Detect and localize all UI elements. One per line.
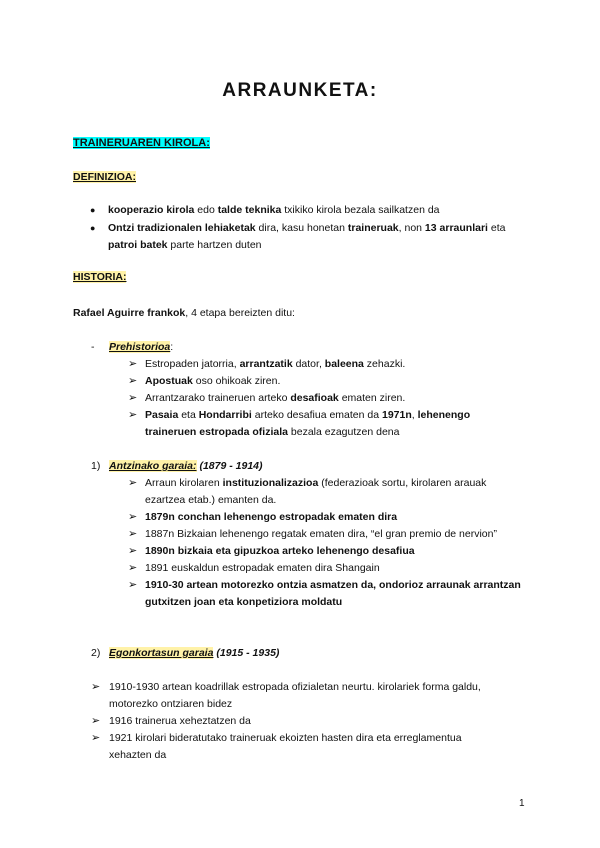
list-item: 1891 euskaldun estropadak ematen dira Shangain [145, 562, 380, 574]
historia-heading: HISTORIA: [73, 271, 127, 283]
list-item: Arraun kirolaren instituzionalizazioa (federazioak sortu, kirolaren arauak [145, 477, 487, 489]
dash-marker: - [91, 341, 95, 353]
list-item: Apostuak oso ohikoak ziren. [145, 375, 281, 387]
list-item: Ontzi tradizionalen lehiaketak dira, kasu honetan traineruak, non 13 arraunlari eta [108, 222, 506, 234]
list-item-continuation: patroi batek parte hartzen duten [108, 239, 262, 251]
arrow-icon: ➢ [128, 358, 138, 370]
arrow-icon: ➢ [128, 375, 138, 387]
period-number: 2) [91, 647, 101, 659]
list-item: 1890n bizkaia eta gipuzkoa arteko lehenengo desafiua [145, 545, 415, 557]
list-item: 1910-30 artean motorezko ontzia asmatzen da, ondorioz arraunak arrantzan [145, 579, 521, 591]
list-item: 1916 trainerua xeheztatzen da [109, 715, 251, 727]
arrow-icon: ➢ [128, 545, 138, 557]
arrow-icon: ➢ [128, 579, 138, 591]
arrow-icon: ➢ [128, 409, 138, 421]
list-item-continuation: xehazten da [109, 749, 167, 761]
list-item-continuation: gutxitzen joan eta konpetiziora moldatu [145, 596, 343, 608]
arrow-icon: ➢ [91, 732, 101, 744]
section-heading: TRAINERUAREN KIROLA: [73, 137, 210, 149]
list-item-continuation: ezartzea etab.) emanten da. [145, 494, 277, 506]
arrow-icon: ➢ [128, 562, 138, 574]
list-item: 1879n conchan lehenengo estropadak ematen dira [145, 511, 398, 523]
arrow-icon: ➢ [128, 477, 138, 489]
list-item: kooperazio kirola edo talde teknika txikiko kirola bezala sailkatzen da [108, 204, 440, 216]
list-item: 1887n Bizkaian lehenengo regatak ematen dira, “el gran premio de nervion” [145, 528, 497, 540]
list-item: Arrantzarako traineruen arteko desafioak ematen ziren. [145, 392, 406, 404]
list-item-continuation: motorezko ontziaren bidez [109, 698, 233, 710]
historia-intro: Rafael Aguirre frankok, 4 etapa bereizten ditu: [73, 307, 295, 319]
page-number: 1 [519, 798, 525, 809]
period1-heading: Antzinako garaia: (1879 - 1914) [109, 460, 263, 472]
list-item: Estropaden jatorria, arrantzatik dator, baleena zehazki. [145, 358, 406, 370]
arrow-icon: ➢ [91, 681, 101, 693]
list-item: 1921 kirolari bideratutako traineruak ekoizten hasten dira eta erreglamentua [109, 732, 462, 744]
arrow-icon: ➢ [128, 392, 138, 404]
arrow-icon: ➢ [128, 511, 138, 523]
page-title: ARRAUNKETA: [222, 80, 378, 101]
period-number: 1) [91, 460, 101, 472]
arrow-icon: ➢ [91, 715, 101, 727]
prehistorioa-heading: Prehistorioa: [109, 341, 174, 353]
list-item: 1910-1930 artean koadrillak estropada ofizialetan neurtu. kirolariek forma galdu, [109, 681, 481, 693]
list-item: Pasaia eta Hondarribi arteko desafiua ematen da 1971n, lehenengo [145, 409, 471, 421]
bullet-icon: ● [90, 223, 96, 233]
list-item-continuation: traineruen estropada ofiziala bezala ezagutzen dena [145, 426, 400, 438]
arrow-icon: ➢ [128, 528, 138, 540]
bullet-icon: ● [90, 205, 96, 215]
definizioa-heading: DEFINIZIOA: [73, 171, 136, 183]
period2-heading: Egonkortasun garaia (1915 - 1935) [109, 647, 280, 659]
